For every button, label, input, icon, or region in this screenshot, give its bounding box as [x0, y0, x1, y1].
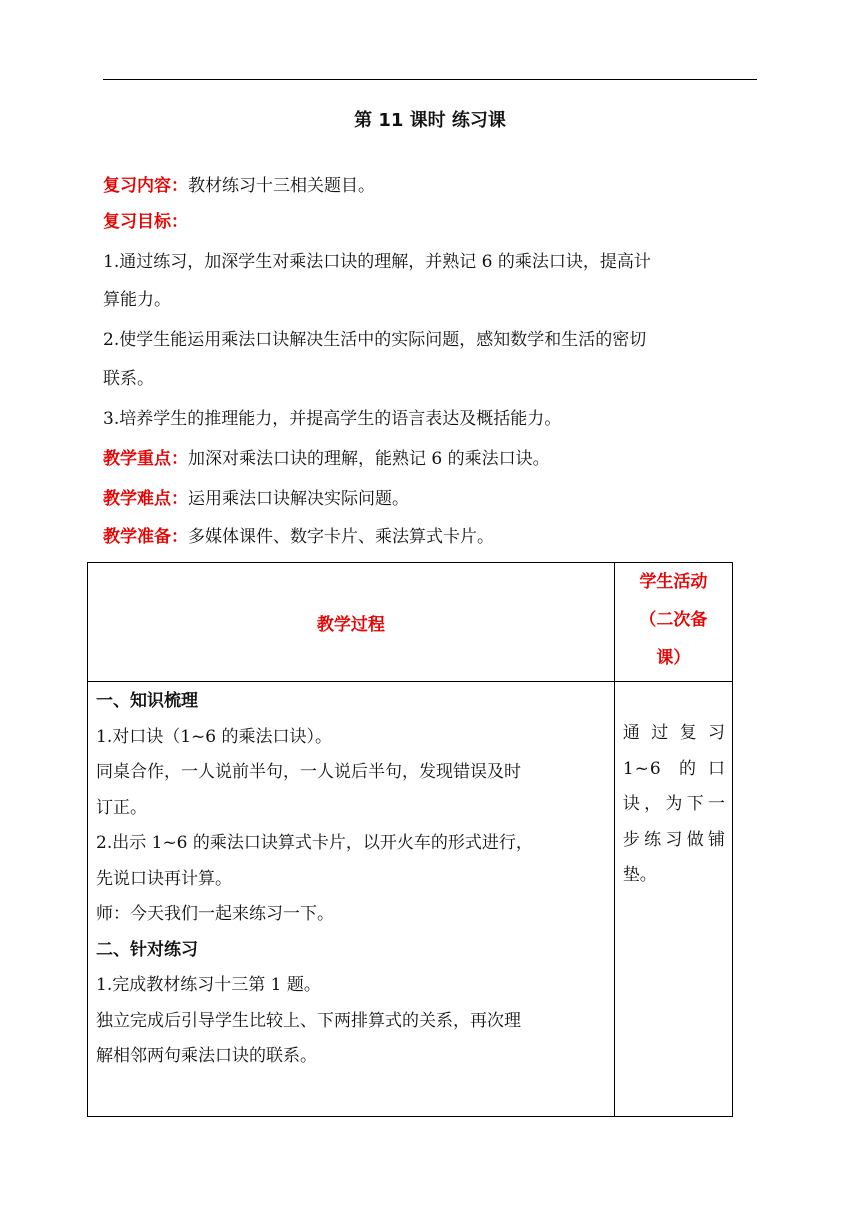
process-line: 1.完成教材练习十三第 1 题。	[96, 975, 321, 995]
table-body-row	[88, 682, 733, 1117]
section-heading: 一、知识梳理	[96, 691, 198, 711]
review-goal-1b: 算能力。	[103, 290, 171, 310]
side-note-line: 1~6 的口	[622, 758, 726, 779]
review-goals-label: 复习目标：	[103, 212, 188, 232]
difficulties-line	[103, 481, 763, 517]
review-content-text: 教材练习十三相关题目。	[188, 176, 375, 196]
process-line: 师：今天我们一起来练习一下。	[96, 904, 334, 924]
preparation-label: 教学准备：	[103, 527, 188, 547]
lesson-title: 第 11 课时 练习课	[354, 110, 506, 131]
side-note-line: 垫。	[622, 865, 657, 885]
process-content-cell	[88, 682, 615, 1117]
header-side-line-3: 课）	[656, 648, 691, 668]
preparation-line	[103, 519, 763, 555]
student-activity-cell	[614, 682, 732, 1117]
review-goals-line	[103, 204, 763, 240]
review-goal-3: 3.培养学生的推理能力，并提高学生的语言表达及概括能力。	[103, 409, 562, 429]
header-cell-student-activity	[614, 563, 732, 682]
review-content-label: 复习内容：	[103, 176, 188, 196]
header-process-label: 教学过程	[316, 614, 385, 635]
process-line: 独立完成后引导学生比较上、下两排算式的关系，再次理	[96, 1010, 521, 1031]
process-line: 先说口诀再计算。	[96, 868, 232, 889]
process-line: 同桌合作，一人说前半句，一人说后半句，发现错误及时	[96, 762, 521, 782]
header-rule	[103, 79, 757, 80]
review-goal-1a: 1.通过练习，加深学生对乘法口诀的理解，并熟记 6 的乘法口诀，提高计	[103, 252, 651, 272]
header-cell-process	[88, 563, 615, 682]
key-points-text: 加深对乘法口诀的理解，能熟记 6 的乘法口诀。	[188, 449, 550, 469]
side-note-line: 步练习做铺	[622, 829, 726, 850]
process-line: 解相邻两句乘法口诀的联系。	[96, 1046, 317, 1066]
process-line: 订正。	[96, 797, 147, 818]
section-heading: 二、针对练习	[96, 939, 198, 960]
side-note-line: 诀，为下一	[622, 794, 726, 814]
lesson-process-table	[87, 562, 733, 1117]
review-goal-2a: 2.使学生能运用乘法口诀解决生活中的实际问题，感知数学和生活的密切	[103, 330, 647, 350]
preparation-text: 多媒体课件、数字卡片、乘法算式卡片。	[188, 527, 494, 547]
review-goal-2b: 联系。	[103, 369, 154, 389]
header-side-line-2: （二次备	[639, 610, 708, 630]
review-content-line	[103, 168, 763, 204]
header-side-line-1: 学生活动	[639, 572, 708, 592]
difficulties-label: 教学难点：	[103, 489, 188, 509]
process-line: 2.出示 1~6 的乘法口诀算式卡片，以开火车的形式进行，	[96, 833, 533, 853]
key-points-line	[103, 441, 763, 477]
process-line: 1.对口诀（1~6 的乘法口诀）。	[96, 726, 332, 747]
difficulties-text: 运用乘法口诀解决实际问题。	[188, 489, 409, 509]
side-note-line: 通过复习	[622, 723, 726, 743]
table-header-row	[88, 563, 733, 682]
key-points-label: 教学重点：	[103, 449, 188, 469]
